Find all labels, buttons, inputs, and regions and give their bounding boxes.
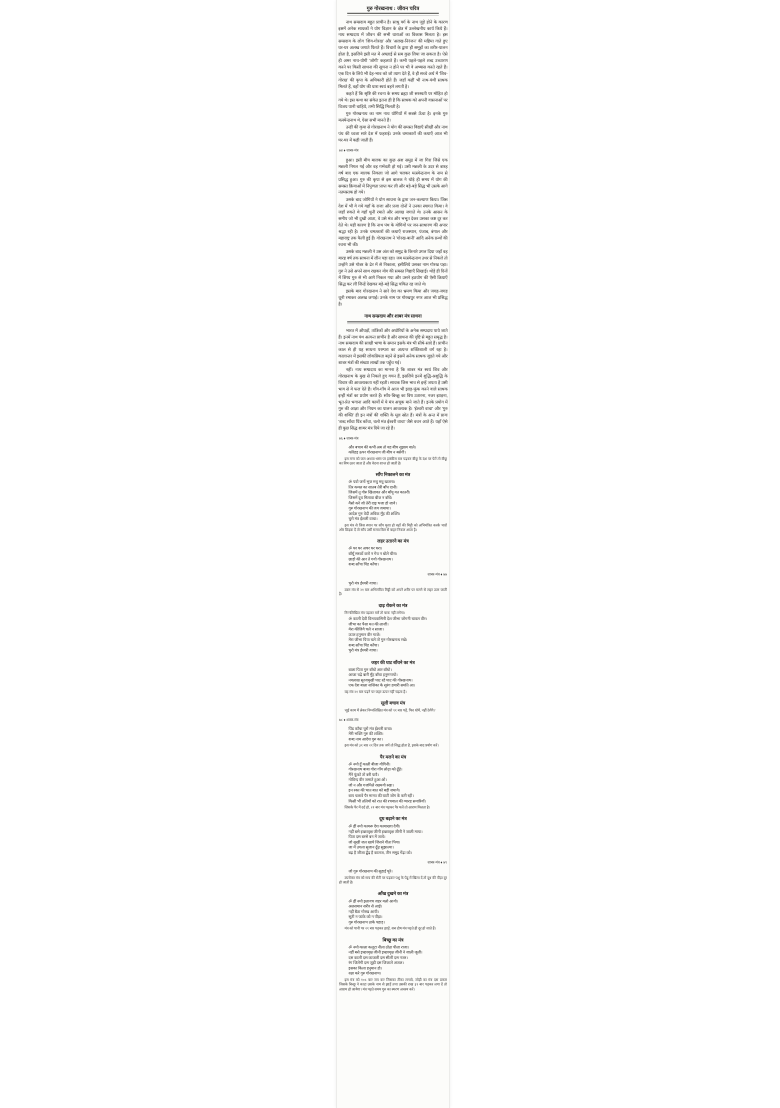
verse-line: ॐ घर घर अचर घर घरा। [348, 546, 383, 551]
page-footer: ७६ ♦ शाबर-मंत्र [339, 436, 359, 441]
instruction-note: इस मंत्र से जिस स्थान पर साँप घुसा हो वहाँ की मिट्टी को अभिमंत्रित करके चारों ओर छिड़क दें तो साँप उसी समय बिल से बाहर निकल आता है। [339, 523, 447, 532]
document-paragraph: उन्हीं की कृपा से गोरखनाथ ने योग की समस्त विद्याएँ सीखीं और नाथ पंथ की ध्वजा सारे देश में फहराई। उनके चमत्कारों की कथाएँ आज भी घर-घर में कही जाती हैं। [338, 124, 448, 143]
instruction-note: मंत्र को पानी पर २१ बार पढ़कर झाड़ें, सब दोष मंत्र पढ़ते ही दूर हो जाते हैं। [344, 926, 436, 931]
mantra-verse [338, 445, 447, 456]
verse-line: मेरी भक्ति गुरु की शक्ति। [348, 731, 384, 737]
verse-line: गुरु गोरखनाथ ठाके पहाड़। [348, 920, 385, 925]
document-paragraph: कहते हैं कि सृष्टि की रचना के समय ब्रह्मा जी सरस्वती पर मोहित हो गये थे। इस कथा का संकेत इतना ही है कि साधक को अपनी वासनाओं पर विजय पानी चाहिये, तभी सिद्धि मिलती है। [338, 91, 448, 109]
verse-line: ॐ काली देवी विन्ध्यवासिनी देश जीभा जोगनी चावल वीर। [348, 616, 428, 622]
mantra-verse [338, 581, 447, 586]
verse-line: शब्द साँचा पिंड काँचा। [348, 562, 379, 567]
page-footer: शाबर-मंत्र ♦ ७७ [427, 572, 447, 577]
verse-line: पिंड काँचा चुरो मंत्र ईश्वरी वाचा। [348, 726, 393, 731]
verse-line: बाप चलावे पैर मानव की घाटी जोग के करी रही। [348, 793, 414, 799]
verse-line: जो गुरु गोरखनाथ की सुहाई घूरे। [348, 869, 393, 874]
verse-line: गुरु गोरखनाथ की जय जमाया। [348, 506, 391, 511]
verse-line: आदेश गुरु वेदी अधिक मुँह की शक्ति। [348, 511, 401, 516]
mantra-verse [338, 726, 447, 742]
verse-line: मेरा जीभा पिया चले तो गुरु गोरखनाथ रखे। [348, 637, 408, 643]
mantra-verse [338, 945, 447, 977]
verse-line: जो सूखी जल खाये जिसने गीता पिया। [348, 840, 401, 845]
mantra-verse [338, 824, 447, 856]
instruction-note: 'सूई काम में लेकर निम्नलिखित मंत्र को ११ बार पढ़ें, फिर धोयें, नहीं ठेगेंगे।' [344, 708, 436, 713]
document-paragraph: उसके बाद मछली ने उस अंश को समुद्र के किनारे उगल दिया जहाँ वह बारह वर्ष तक साधना में लीन पड़ा रहा। जब मत्स्येन्द्रनाथ उधर से निकले तो उन्होंने उसे गोबर के ढेर में से निकाला, इसीलिये उसका नाम गोरख पड़ा। गुरु ने उसे अपने साथ रखकर योग की समस्त विद्याएँ सिखाईं। थोड़े ही दिनों में शिष्य गुरु से भी आगे निकल गया और उसने हठयोग की ऐसी क्रियाएँ सिद्ध कर लीं जिन्हें देखकर बड़े-बड़े सिद्ध चकित रह जाते थे। [338, 249, 448, 287]
page-footer: ७४ ♦ शाबर-मंत्र [339, 148, 359, 153]
verse-line: नहीं बसे इच्छावृक्ष जीनी इच्छावृक्ष जीनी ने जाली माया। [348, 829, 423, 834]
verse-line: ॐ ह्रीं नमो कामरू देश कामाख्या देवी। [348, 824, 401, 829]
mantra-verse [338, 762, 447, 804]
mantra-verse [338, 667, 447, 688]
verse-line: नवलाख सूरजमुखी घाट रहे घाट की गोरखनाथ। [348, 678, 413, 683]
section-heading: आँख दुखने का मंत्र [377, 891, 409, 897]
verse-line: तिर कमल का सातब तेरी बाँध दानी। [348, 485, 398, 490]
verse-line: चुरो मंत्र ईश्वरी वाचा। [348, 648, 378, 653]
verse-line: एक देश बाला नासिका के सुरंग हमारी समति आ। [348, 683, 416, 688]
verse-line: और बचाव की कभी अब तो यह बीच सुझाव वाले। [348, 445, 417, 450]
mantra-verse [338, 899, 447, 925]
verse-line: ॐ पवो जनों भुज मधु मधु खजना। [348, 480, 396, 485]
document-paragraph: हुआ। इसी बीच बालक का कुछ अंश समुद्र में जा गिरा जिसे एक मछली निगल गई और वह गर्भवती हो गई। उसी मछली के उदर से बारह वर्ष बाद एक बालक निकला जो आगे चलकर मत्स्येन्द्रनाथ के नाम से प्रसिद्ध हुआ। गुरु की कृपा से इस बालक ने थोड़े ही समय में योग की समस्त क्रियाओं में निपुणता प्राप्त कर ली और बड़े-बड़े सिद्ध भी उसके आगे नतमस्तक हो गये। [338, 157, 448, 195]
verse-line: सूती न फांके को न पीड़ा। [348, 914, 383, 920]
section-heading: जहर की घाट बाँधने का मंत्र [371, 659, 415, 665]
section-heading: बिच्छू का मंत्र [382, 937, 404, 943]
verse-line: जिसमें दूध मिलावा बीज न बाँधे। [348, 495, 393, 501]
mantra-verse [338, 546, 447, 567]
verse-line: जिसमें तू गोरु खिलावत और बाँधू मत कातरी। [348, 490, 411, 495]
verse-line: बाँधूँ सरकों करो न गेच न बोले चीरा। [348, 551, 398, 557]
verse-line: छाड़ो की आर ते गयो गोरखनाथ। [348, 557, 393, 562]
verse-line: करिहइ ऊपर गोरखनाथ जी बीच न बसेगी। [348, 450, 406, 455]
section-heading: साँप निकालने का मंत्र [375, 472, 411, 478]
verse-line: गोविन्द वीर जमाते हुआ ओ। [348, 778, 387, 783]
verse-line: ऊपर हनुमान वीर गाजे। [348, 632, 381, 637]
verse-line: किसी भी तलियों को रात की रचवाल की ग्यारह समारियाँ। [348, 799, 427, 804]
verse-line: शब्द साँचा पिंड काँचा। [348, 643, 379, 648]
verse-line: शब्द नाम आदेश गुरु का। [348, 737, 383, 742]
verse-line: ॐ नमो हूँ काली बीजा योगिनी। [348, 762, 391, 767]
verse-line: पिता दस बरसे बन में जाये। [348, 834, 386, 839]
verse-line: नहीं बैठा गोरख आयी। [348, 909, 379, 914]
verse-line: जो न और गजमिले रखमयो रखा। [348, 783, 394, 788]
document-paragraph: इसके बाद गोरखनाथ ने सारे देश का भ्रमण किया और जगह-जगह धूनी रमाकर अलख जगाई। उनके नाम पर गोरखपुर नगर आज भी प्रसिद्ध है। [338, 288, 448, 307]
document-paragraph: उसके बाद जोगियों ने योग साधना के द्वारा जन-कल्याण किया। जिस देश में भी वे गये वहाँ के राजा और प्रजा दोनों ने उनका स्वागत किया। वे जहाँ रुकते थे वहाँ धूनी रमाते और अलख जगाते थे। उनके आसन के समीप जो भी दुखी आता, वे उसे मंत्र और भभूत देकर उसका कष्ट दूर कर देते थे। यही कारण है कि नाथ पंथ के योगियों पर जन-साधारण की अपार श्रद्धा रही है। उनके चमत्कारों की कथाएँ राजस्थान, पंजाब, बंगाल और महाराष्ट्र तक फैली हुई हैं। गोरखनाथ ने 'गोरख-बानी' आदि अनेक ग्रन्थों की रचना भी की। [338, 197, 448, 247]
mantra-verse [338, 480, 447, 522]
page-strip-content [337, 5, 449, 992]
verse-line: वैसो करे जो तेरी दाइ भजा हो जावे। [348, 501, 397, 506]
instruction-note: उपरोक्त मंत्र को गाय की रोटी पर पढ़कर पशु के पेडू में खिला दें तो दूध की पीड़ा दूर हो जाती है। [339, 876, 447, 885]
heading-rule [347, 13, 439, 16]
section-heading: दाढ़ रोकने का मंत्र [378, 602, 408, 608]
verse-line: चुरो मंत्र ईश्वरी वाचा। [348, 516, 378, 522]
instruction-note: जिसके पैर में दर्द हो, २१ बार मंत्र पढ़कर पैर मलें तो आराम मिलता है। [344, 805, 431, 810]
document-paragraph: गुरु गोरखनाथ का नाम नाथ योगियों में सबसे ऊँचा है। इनके गुरु मत्स्येन्द्रनाथ थे, ऐसा सभी मानते हैं। [338, 111, 448, 123]
document-paragraph: भारत में औघड़ों, तांत्रिकों और अघोरियों के अनेक सम्प्रदाय पाये जाते हैं। इनमें नाथ पंथ अत्यन्त प्राचीन है और साधना की दृष्टि से बहुत समृद्ध है। नाथ सम्प्रदाय की साखी भाषा के समान इसके मंत्र भी सीधे-सादे हैं। प्राचीन काल से ही यह साधना परम्परा का अत्यन्त शक्तिशाली वर्ग रहा है। कालान्तर में इसकी लोकप्रियता बढ़ने से इसमें अनेक साधक जुड़ते गये और शाबर मंत्रों की संख्या लाखों तक पहुँच गई। [338, 328, 448, 366]
document-paragraph: नहीं। नाथ सम्प्रदाय का मानना है कि शाबर मंत्र स्वयं शिव और गोरखनाथ के मुख से निकले हुए वचन हैं, इसलिये इनमें शुद्धि-अशुद्धि के विचार की आवश्यकता नहीं रहती। साधक जिस भाव से इन्हें जपता है उसी भाव से ये फल देते हैं। गाँव-गाँव में आज भी झाड़-फूंक करने वाले साधक इन्हीं मंत्रों का प्रयोग करते हैं। साँप-बिच्छू का विष उतारना, नजर झाड़ना, भूत-प्रेत भगाना आदि कार्यों में ये मंत्र अचूक माने जाते हैं। इनके प्रयोग में गुरु की आज्ञा और नियम का पालन आवश्यक है। 'ईश्वरी वाचा' और 'गुरु की शक्ति' ही इन मंत्रों की शक्ति के मूल स्रोत हैं। मंत्रों के अन्त में प्रायः 'शब्द साँचा पिंड काँचा, चलो मंत्र ईश्वरी वाचा' जैसे वचन आते हैं। यहाँ ऐसे ही कुछ सिद्ध शाबर मंत्र दिये जा रहे हैं। [338, 367, 448, 431]
instruction-note: इस मंत्र को १०८ बार जप कर जिसका टीका लगाये, जोड़ी का मंत्र दस प्रकार जिसके बिच्छू ने काटा उसके नाम से झाड़ें तथा उसकी राख ३१ बार पढ़कर लगा दें तो आराम हो जायेगा। मंत्र पढ़ते समय गुरु का स्मरण अवश्य करें। [339, 978, 447, 992]
verse-line: बाला पिता गुरु बाँधो आर बाँधो। [348, 667, 392, 672]
verse-line: जा में उगला सूजान ढूँढ़ सुझाल्या। [348, 845, 394, 850]
verse-line: ॐ ह्रीं नमो इलायच जहर मलो आयो। [348, 899, 399, 904]
verse-line: चुरो मंत्र ईश्वरी वाचा। [348, 581, 378, 586]
section-heading: नाथ सम्प्रदाय और शाबर मंत्र साधना [364, 313, 422, 319]
instruction-note: निम्नलिखित मंत्र पढ़कर मारें तो चाक नहीं लगेगा। [344, 610, 406, 615]
verse-line: दस काली दस काजली दस सीली दस नजर। [348, 955, 408, 960]
section-heading: पैर मलने का मंत्र [379, 754, 407, 760]
verse-line: आजा चढ़े बारी मुँह बाँधा हनुमन्तयो। [348, 672, 398, 678]
section-heading: सूली बचाव मंत्र [380, 700, 406, 706]
page-title: गुरु गोरखनाथ : जीवन चरित्र [366, 6, 420, 12]
verse-line: गोरखनाथ बाबा गोरा गाँव लोढ़ा को ढूँढ़े। [348, 767, 403, 772]
section-heading: दूध बढ़ाने का मंत्र [379, 816, 407, 822]
scanned-page-strip [336, 0, 450, 1108]
verse-line: इसका किला हनुमान हो। [348, 966, 383, 971]
verse-line: जीभा का पैसा मत की लाजी। [348, 622, 389, 627]
instruction-note: इस मन्त्र को जल अथवा भस्म पर इक्कीस बार पढ़कर बीछू के दंश पर फेरें तो बीछू का विष उतर जाता है और वेदना शान्त हो जाती है। [339, 457, 447, 466]
instruction-note: इस मंत्र को ३१ बार २१ दिन तक जपें तो सिद्ध होता है, इसके बाद प्रयोग करें। [344, 743, 439, 748]
heading-rule [347, 321, 439, 324]
instruction-note: यह मंत्र २१ बार पढ़ने पर जहर ऊपर नहीं चढ़ता है। [344, 690, 407, 694]
mantra-verse [338, 869, 447, 874]
verse-line: नहीं बसे इच्छावृक्ष जीनी इच्छावृक्ष जीनी ने जाली जूली। [348, 950, 423, 955]
verse-line: बढ़ है जीजा ढूँढ़ है कालज, तीन समुद्र गेंढ़ा को। [348, 850, 412, 855]
verse-line: इन रक्त की भात बात को बड़ी जमाये। [348, 788, 401, 793]
verse-line: अलसमान सरीर से आई। [348, 904, 383, 909]
verse-line: रक्षा करे गुरु गोरखनाथ। [348, 971, 382, 976]
page-footer: शाबर-मंत्र ♦ ७९ [427, 860, 447, 865]
verse-line: ॐ नमो काला कलूटा नीला ठोठा पीला राजा। [348, 945, 410, 950]
verse-line: रंग जिलेगी दस जुड़ी दस जिजाले अजल। [348, 961, 404, 966]
mantra-verse [338, 617, 447, 654]
document-paragraph: नाथ सम्प्रदाय बहुत प्राचीन है। साधु वर्ग के नाथ जुड़े होने के कारण इसमें अनेक साधकों ने योग विज्ञान के क्षेत्र में उल्लेखनीय कार्य किये हैं। नाथ सम्प्रदाय में जीवन की सभी धाराओं का विकास मिलता है। इस सम्प्रदाय के लोग 'शिव-गोरख' और 'अलख-निरंजन' की महिमा गाते हुए घर-घर अलख जगाते फिरते हैं। विचारों के द्वारा ही समूहों का शरीर-पालन होता है, इसलिये इसी मत में अच्छाई से सब कुछ लिया जा सकता है। ऐसे ही अमर नाथ-योगी 'जोगी' कहलाते हैं। कभी पहले-पहले शब्द उच्चारण करने पर किसी साधना की सूचना न होने पर भी वे अभ्यास करते रहते हैं। एक दिन के लिये भी देह-भाव को जो त्याग देते हैं, वे ही सच्चे अर्थ में 'शिव-गोरख' की कृपा के अधिकारी होते हैं। जहाँ कहीं भी नाथ-पंथी साधक मिलते हैं, वहाँ योग की धारा स्वयं बहने लगती है। [338, 19, 448, 89]
verse-line: मैंने फूंको तो बरी पावै। [348, 772, 379, 777]
section-heading: लहर उतारने का मंत्र [377, 538, 409, 544]
page-footer: ७८ ♦ शाबर-मंत्र [339, 718, 359, 722]
verse-line: मेरा कीजिये चले न साजा। [348, 627, 384, 632]
instruction-note: उक्त मंत्र से २१ बार अभिमंत्रित मिट्टी को अपने शरीर पर मलने से लहर उतर जाती है। [339, 587, 447, 597]
